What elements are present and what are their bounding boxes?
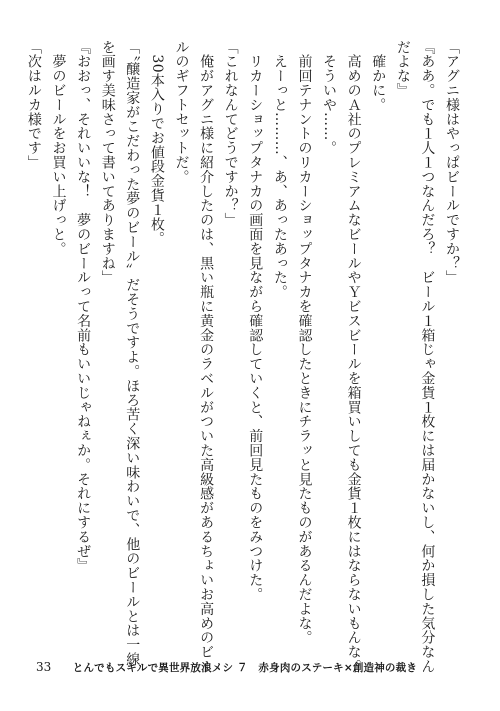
text-line: 確かに。 — [370, 40, 387, 112]
text-line: 「これなんてどうですか？」 — [222, 40, 239, 228]
text-line: 「次はルカ様です」 — [25, 40, 42, 170]
text-line: 「〝醸造家がこだわった夢のビール〟だそうですよ。ほろ苦く深い味わいで、他のビールとは一線 — [124, 40, 141, 667]
text-line: 『ああ。でも１人１つなんだろ？ ビール１箱じゃ金貨１枚には届かないし、何か損した気分なん — [419, 40, 436, 674]
text-line: 前回テナントのリカーショップタナカを確認したときにチラッと見たものがあるんだよな。 — [296, 40, 313, 645]
text-line: だよな』 — [394, 40, 411, 98]
text-line: 『おおっ、それいいな！ 夢のビールって名前もいいじゃねぇか。それにするぜ』 — [75, 40, 92, 573]
text-line: そういや……。 — [321, 40, 338, 156]
text-line: ルのギフトセットだ。 — [173, 40, 190, 184]
text-line: リカーショップタナカの画面を見ながら確認していくと、前回見たものをみつけた。 — [247, 40, 264, 602]
page-footer — [36, 660, 417, 675]
text-line: 30本入りでお値段金貨１枚。 — [148, 40, 165, 246]
text-line: 「アグニ様はやっぱビールですか？」 — [444, 40, 460, 285]
text-line: を画す美味さって書いてありますね」 — [99, 40, 116, 285]
text-line: えーっと………、あ、あったあった。 — [271, 40, 288, 300]
text-line: 俺がアグニ様に紹介したのは、黒い瓶に黄金のラベルがついた高級感があるちょいお高めのビー — [198, 40, 215, 674]
page-number: 33 — [36, 660, 52, 674]
text-line: 高めのＡ社のプレミアムなビールやＹビスビールを箱買いしても金貨１枚にはならないもんな。 — [345, 40, 362, 674]
running-title: とんでもスキルで異世界放浪メシ ７ 赤身肉のステーキ×創造神の裁き — [72, 662, 418, 674]
text-line: 夢のビールをお買い上げっと。 — [50, 40, 67, 256]
